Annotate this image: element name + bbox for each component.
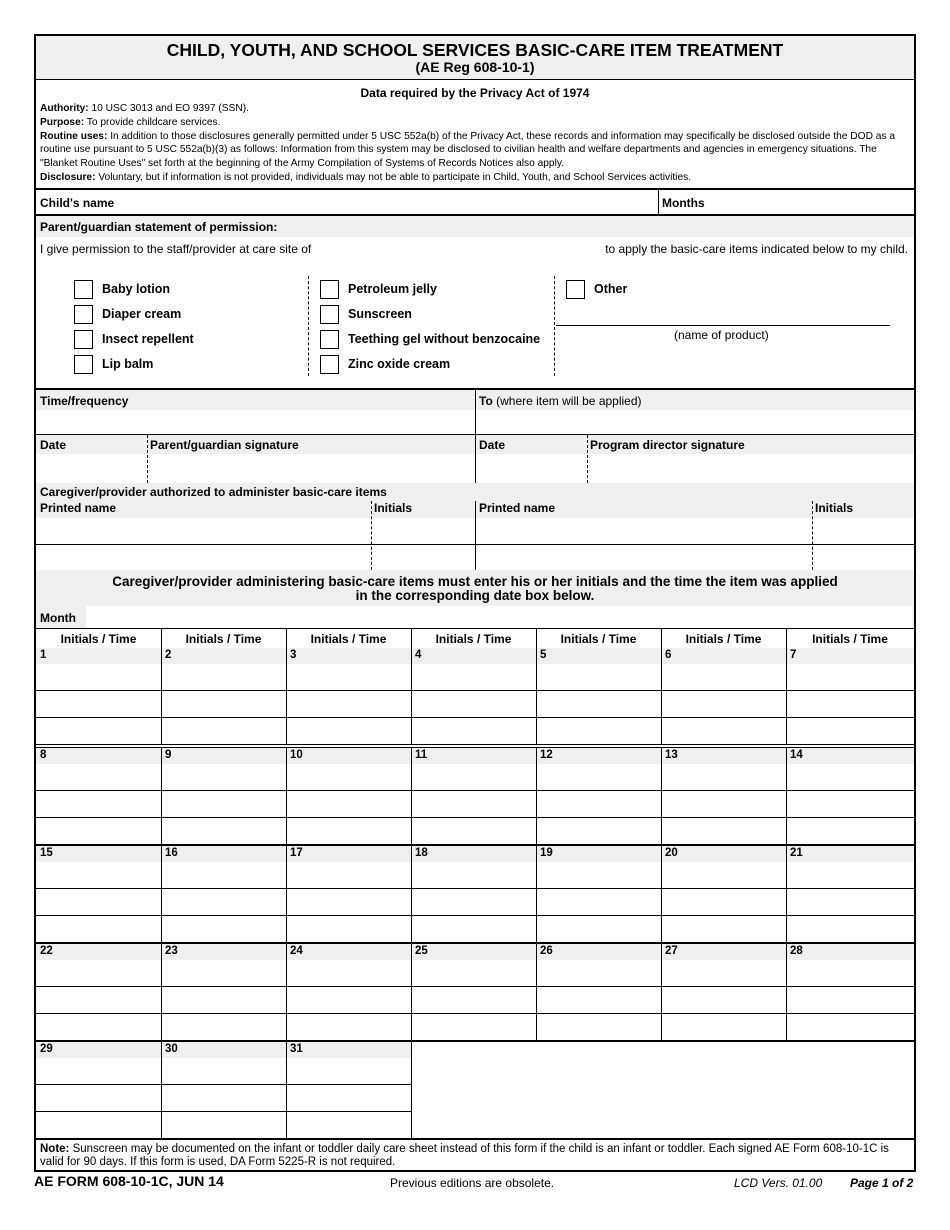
day-entry-cell[interactable] [37,862,160,888]
other-product-field[interactable] [558,302,890,322]
privacy-routine-uses: Routine uses: In addition to those disclosures generally permitted under 5 USC 552a(b) of the Privacy Act, these records and information may specifically be disclosed outside the DOD as a routine use pursuant to 5 USC 552a(b)(3) as follows: Information from this system may be disclosed to civilian health and welfare departments and agencies in emergency situations. The "Blanket Routine Uses" set forth at the beginning of the Army Compilation of Systems of Records Notices also apply. [40,131,896,169]
day-number: 17 [290,847,303,859]
parent-date-label: Date [40,438,67,452]
privacy-disclosure: Disclosure: Voluntary, but if information is not provided, individuals may not be able to participate in Child, Youth, and School Services activities. [40,172,692,183]
note-section [36,1138,914,1174]
day-entry-cell[interactable] [412,862,535,888]
zinc-oxide-cream-checkbox[interactable] [320,355,339,374]
sunscreen-label: Sunscreen [348,307,412,321]
day-number: 25 [415,945,428,957]
day-entry-cell[interactable] [787,889,913,915]
instruction-line-2: in the corresponding date box below. [355,588,595,603]
day-entry-cell[interactable] [287,1058,410,1084]
day-entry-cell[interactable] [287,960,410,986]
time-to-row [36,390,914,435]
day-entry-cell[interactable] [662,764,785,790]
day-entry-cell[interactable] [287,862,410,888]
day-number: 16 [165,847,178,859]
day-entry-cell[interactable] [412,916,535,942]
day-entry-cell[interactable] [787,818,913,844]
day-number: 3 [290,649,297,661]
day-entry-cell[interactable] [162,1085,285,1111]
day-number: 28 [790,945,803,957]
day-entry-cell[interactable] [162,1058,285,1084]
initials-time-header: Initials / Time [310,632,387,646]
day-number: 4 [415,649,422,661]
privacy-act-section [36,80,914,190]
day-number: 15 [40,847,53,859]
day-entry-cell[interactable] [287,764,410,790]
director-signature-field[interactable] [590,455,912,481]
permission-heading: Parent/guardian statement of permission: [40,220,278,234]
day-entry-cell[interactable] [287,664,410,690]
day-entry-cell[interactable] [412,764,535,790]
permission-text-right: to apply the basic-care items indicated below to my child. [605,242,908,256]
note-text: Note: Sunscreen may be documented on the infant or toddler daily care sheet instead of this form if the child is an infant or toddler. Each signed AE Form 608-10-1C is valid for 90 days. If this form is used, DA Form 5225-R is not required. [40,1143,889,1168]
day-entry-cell[interactable] [37,718,160,744]
day-number: 10 [290,749,303,761]
director-date-label: Date [479,438,506,452]
day-entry-cell[interactable] [37,1014,160,1040]
day-entry-cell[interactable] [662,1014,785,1040]
day-number: 14 [790,749,803,761]
day-entry-cell[interactable] [287,818,410,844]
privacy-heading: Data required by the Privacy Act of 1974 [360,86,590,100]
day-entry-cell[interactable] [162,1112,285,1138]
calendar-instructions [36,570,914,628]
form-header [36,36,914,80]
day-number: 18 [415,847,428,859]
director-date-field[interactable] [478,455,584,481]
day-number: 11 [415,749,428,761]
sunscreen-checkbox[interactable] [320,305,339,324]
day-entry-cell[interactable] [162,691,285,717]
child-info-row [36,190,914,216]
day-entry-cell[interactable] [412,960,535,986]
day-entry-cell[interactable] [412,818,535,844]
day-entry-cell[interactable] [537,791,660,817]
application-site-field[interactable] [476,410,914,434]
day-entry-cell[interactable] [287,1085,410,1111]
day-number: 8 [40,749,47,761]
day-entry-cell[interactable] [37,764,160,790]
day-entry-cell[interactable] [412,791,535,817]
other-label: Other [594,282,628,296]
caregiver-name-4[interactable] [478,545,810,569]
day-number: 30 [165,1043,178,1055]
printed-name-label-right: Printed name [479,501,556,515]
caregivers-section [36,483,914,570]
day-entry-cell[interactable] [662,889,785,915]
petroleum-jelly-label: Petroleum jelly [348,282,437,296]
form-subtitle: (AE Reg 608-10-1) [415,59,535,75]
day-entry-cell[interactable] [287,791,410,817]
day-entry-cell[interactable] [162,1014,285,1040]
day-entry-cell[interactable] [162,791,285,817]
caregiver-initials-2[interactable] [815,519,912,543]
day-entry-cell[interactable] [37,916,160,942]
day-number: 20 [665,847,678,859]
privacy-authority: Authority: 10 USC 3013 and EO 9397 (SSN). [40,103,249,114]
day-entry-cell[interactable] [162,916,285,942]
day-entry-cell[interactable] [537,889,660,915]
day-number: 19 [540,847,553,859]
initials-label-left: Initials [374,501,413,515]
day-entry-cell[interactable] [37,1058,160,1084]
day-entry-cell[interactable] [412,718,535,744]
diaper-cream-label: Diaper cream [102,307,182,321]
permission-section [36,216,914,262]
baby-lotion-label: Baby lotion [102,282,171,296]
day-entry-cell[interactable] [787,916,913,942]
baby-lotion-checkbox[interactable] [74,280,93,299]
day-entry-cell[interactable] [537,960,660,986]
teething-gel-checkbox[interactable] [320,330,339,349]
form-title: CHILD, YOUTH, AND SCHOOL SERVICES BASIC-CARE ITEM TREATMENT [166,40,784,60]
day-entry-cell[interactable] [787,987,913,1013]
initials-time-header: Initials / Time [685,632,762,646]
day-entry-cell[interactable] [787,960,913,986]
initials-time-header: Initials / Time [185,632,262,646]
month-label: Month [40,611,76,625]
day-entry-cell[interactable] [662,718,785,744]
day-number: 23 [165,945,178,957]
initials-time-header: Initials / Time [60,632,137,646]
day-entry-cell[interactable] [662,916,785,942]
zinc-oxide-cream-label: Zinc oxide cream [348,357,451,371]
parent-signature-label: Parent/guardian signature [150,438,299,452]
day-entry-cell[interactable] [537,764,660,790]
day-number: 1 [40,649,47,661]
other-checkbox[interactable] [566,280,585,299]
day-entry-cell[interactable] [412,889,535,915]
day-number: 12 [540,749,553,761]
insect-repellent-checkbox[interactable] [74,330,93,349]
day-entry-cell[interactable] [787,1014,913,1040]
day-entry-cell[interactable] [537,1014,660,1040]
day-entry-cell[interactable] [662,987,785,1013]
time-frequency-label: Time/frequency [40,394,129,408]
initials-label-right: Initials [815,501,854,515]
day-entry-cell[interactable] [662,691,785,717]
caregiver-initials-3[interactable] [374,545,472,569]
months-field[interactable] [712,192,910,212]
form-id: AE FORM 608-10-1C, JUN 14 [34,1173,224,1189]
initials-time-header: Initials / Time [435,632,512,646]
day-entry-cell[interactable] [662,862,785,888]
day-entry-cell[interactable] [537,862,660,888]
parent-date-field[interactable] [38,455,144,481]
day-entry-cell[interactable] [162,987,285,1013]
child-name-field[interactable] [126,192,654,212]
version-label: LCD Vers. 01.00 [734,1176,823,1190]
day-entry-cell[interactable] [537,664,660,690]
day-entry-cell[interactable] [37,1112,160,1138]
day-entry-cell[interactable] [787,664,913,690]
day-entry-cell[interactable] [162,818,285,844]
insect-repellent-label: Insect repellent [102,332,194,346]
caregiver-name-3[interactable] [38,545,368,569]
day-number: 13 [665,749,678,761]
day-entry-cell[interactable] [662,664,785,690]
day-entry-cell[interactable] [787,718,913,744]
day-entry-cell[interactable] [287,889,410,915]
teething-gel-label: Teething gel without benzocaine [348,332,541,346]
day-entry-cell[interactable] [162,960,285,986]
form-page [34,34,916,1172]
day-entry-cell[interactable] [162,764,285,790]
items-section [36,262,914,390]
permission-text-left: I give permission to the staff/provider at care site of [40,242,312,256]
calendar-grid [36,628,914,1138]
months-label: Months [662,196,705,210]
diaper-cream-checkbox[interactable] [74,305,93,324]
day-number: 26 [540,945,553,957]
day-entry-cell[interactable] [412,691,535,717]
printed-name-label-left: Printed name [40,501,117,515]
day-entry-cell[interactable] [537,818,660,844]
day-entry-cell[interactable] [37,1085,160,1111]
initials-time-header: Initials / Time [812,632,888,646]
caregiver-name-2[interactable] [478,519,810,543]
day-entry-cell[interactable] [37,664,160,690]
day-entry-cell[interactable] [37,889,160,915]
day-number: 24 [290,945,303,957]
day-entry-cell[interactable] [37,960,160,986]
day-entry-cell[interactable] [287,916,410,942]
day-entry-cell[interactable] [37,818,160,844]
day-number: 27 [665,945,678,957]
day-entry-cell[interactable] [412,664,535,690]
day-entry-cell[interactable] [37,691,160,717]
day-entry-cell[interactable] [537,916,660,942]
day-number: 5 [540,649,547,661]
day-entry-cell[interactable] [537,987,660,1013]
day-entry-cell[interactable] [412,1014,535,1040]
caregiver-initials-4[interactable] [815,545,912,569]
caregiver-name-1[interactable] [38,519,368,543]
day-number: 9 [165,749,172,761]
privacy-purpose: Purpose: To provide childcare services. [40,117,221,128]
day-entry-cell[interactable] [412,987,535,1013]
day-entry-cell[interactable] [662,791,785,817]
to-label: To (where item will be applied) [479,394,642,408]
day-number: 22 [40,945,53,957]
day-entry-cell[interactable] [162,718,285,744]
day-entry-cell[interactable] [787,862,913,888]
initials-time-header: Initials / Time [560,632,637,646]
day-entry-cell[interactable] [787,691,913,717]
parent-signature-field[interactable] [150,455,472,481]
child-name-label: Child's name [40,196,115,210]
day-entry-cell[interactable] [537,691,660,717]
day-number: 2 [165,649,172,661]
lip-balm-checkbox[interactable] [74,355,93,374]
day-entry-cell[interactable] [287,718,410,744]
day-entry-cell[interactable] [537,718,660,744]
day-number: 6 [665,649,672,661]
caregiver-initials-1[interactable] [374,519,472,543]
care-site-field[interactable] [326,238,588,258]
petroleum-jelly-checkbox[interactable] [320,280,339,299]
day-entry-cell[interactable] [162,664,285,690]
time-frequency-field[interactable] [36,410,475,434]
day-entry-cell[interactable] [287,691,410,717]
other-product-caption: (name of product) [674,328,769,342]
day-entry-cell[interactable] [162,889,285,915]
month-field[interactable] [86,606,912,628]
day-entry-cell[interactable] [37,987,160,1013]
day-entry-cell[interactable] [287,1112,410,1138]
obsolete-notice: Previous editions are obsolete. [390,1176,555,1190]
day-entry-cell[interactable] [787,791,913,817]
page-number: Page 1 of 2 [850,1176,914,1190]
day-entry-cell[interactable] [287,1014,410,1040]
director-signature-label: Program director signature [590,438,745,452]
day-entry-cell[interactable] [787,764,913,790]
lip-balm-label: Lip balm [102,357,154,371]
day-entry-cell[interactable] [662,818,785,844]
day-entry-cell[interactable] [662,960,785,986]
day-number: 7 [790,649,797,661]
day-number: 29 [40,1043,53,1055]
signatures-row [36,435,914,483]
day-entry-cell[interactable] [287,987,410,1013]
instruction-line-1: Caregiver/provider administering basic-care items must enter his or her initials and the time the item was applied [112,574,838,589]
day-number: 21 [790,847,803,859]
day-entry-cell[interactable] [162,862,285,888]
caregivers-heading: Caregiver/provider authorized to administer basic-care items [40,485,387,499]
day-number: 31 [290,1043,303,1055]
day-entry-cell[interactable] [37,791,160,817]
